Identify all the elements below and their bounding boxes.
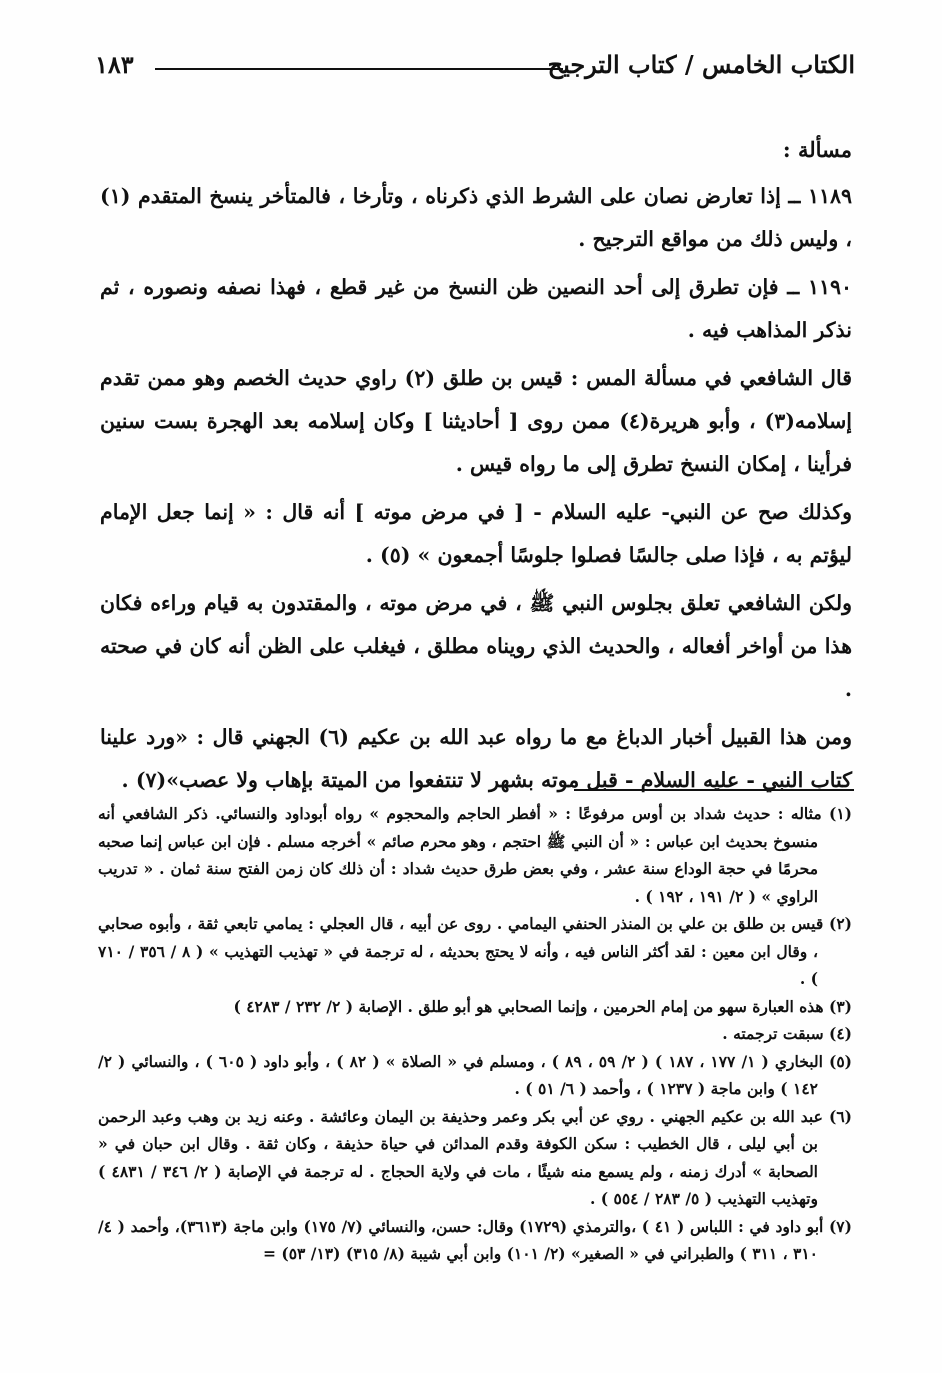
- paragraph-dibagh: ومن هذا القبيل أخبار الدباغ مع ما رواه عبد الله بن عكيم (٦) الجهني قال : «ورد علينا كتاب النبي - عليه السلام - قبل موته بشهر لا تنتفعوا من الميتة بإهاب ولا عصب»(٧) .: [100, 725, 852, 792]
- paragraph-shafii-sitting: ولكن الشافعي تعلق بجلوس النبي ﷺ ، في مرض موته ، والمقتدون به قيام وراءه فكان هذا من أواخر أفعاله ، والحديث الذي رويناه مطلق ، فيغلب على الظن أنه كان في صحته .: [100, 591, 852, 701]
- footnote-6: (٦) عبد الله بن عكيم الجهني . روي عن أبي بكر وعمر وحذيفة بن اليمان وعائشة . وعنه زيد بن وهب وعبد الرحمن بن أبي ليلى ، قال الخطيب : سكن الكوفة وقدم المدائن في حياة حذيفة ، وكان ثقة . وقال ابن حبان في « الصحابة » أدرك زمنه ، ولم يسمع منه شيئًا ، مات في ولاية الحجاج . له ترجمة في الإصابة ( ٢/ ٣٤٦ / ٤٨٣١ ) وتهذيب التهذيب ( ٥/ ٢٨٣ / ٥٥٤ ) .: [98, 1106, 852, 1208]
- section-heading: مسألة :: [782, 137, 852, 162]
- paragraph-1190: ١١٩٠ ــ فإن تطرق إلى أحد النصين ظن النسخ من غير قطع ، فهذا نصفه ونصوره ، ثم نذكر المذاهب فيه .: [100, 275, 852, 342]
- paragraph-1189: ١١٨٩ ــ إذا تعارض نصان على الشرط الذي ذكرناه ، وتأرخا ، فالمتأخر ينسخ المتقدم (١) ، وليس ذلك من مواقع الترجيح .: [100, 184, 852, 251]
- footnote-2: (٢) قيس بن طلق بن علي بن المنذر الحنفي اليمامي . روى عن أبيه ، قال العجلي : يمامي تابعي ثقة ، وأبوه صحابي ، وقال ابن معين : لقد أكثر الناس فيه ، وأنه لا يحتج بحديثه ، له ترجمة في « تهذيب التهذيب » ( ٨ / ٣٥٦ / ٧١٠ ) .: [98, 914, 852, 988]
- footnotes: [98, 800, 852, 1268]
- header-title: الكتاب الخامس / كتاب الترجيح: [547, 50, 855, 79]
- footnote-7: (٧) أبو داود في : اللباس ( ٤١ ) ،والترمذي (١٧٢٩) وقال: حسن، والنسائي (٧/ ١٧٥) وابن ماجة (٣٦١٣)، وأحمد ( ٤/ ٣١٠ ، ٣١١ ) والطبراني في « الصغير» (٢/ ١٠١) وابن أبي شيبة (٨/ ٣١٥) (١٣/ ٥٣) =: [98, 1216, 852, 1263]
- running-header: [95, 50, 855, 90]
- paragraph-imam-hadith: وكذلك صح عن النبي- عليه السلام - [ في مرض موته ] أنه قال : « إنما جعل الإمام ليؤتم به ، فإذا صلى جالسًا فصلوا جلوسًا أجمعون » (٥) .: [100, 500, 852, 567]
- footnote-5: (٥) البخاري ( ١/ ١٧٧ ، ١٨٧ ) ( ٢/ ٥٩ ، ٨٩ ) ، ومسلم في « الصلاة » ( ٨٢ ) ، وأبو داود ( ٦٠٥ ) ، والنسائي ( ٢/ ١٤٢ ) وابن ماجة ( ١٢٣٧ ) ، وأحمد ( ٦/ ٥١ ) .: [98, 1051, 852, 1098]
- footnote-separator: [574, 789, 854, 791]
- footnote-3: (٣) هذه العبارة سهو من إمام الحرمين ، وإنما الصحابي هو أبو طلق . الإصابة ( ٢/ ٢٣٢ / ٤٢٨٣ ): [233, 996, 852, 1016]
- header-rule: [155, 68, 563, 70]
- paragraph-shafii-mass: قال الشافعي في مسألة المس : قيس بن طلق (٢) راوي حديث الخصم وهو ممن تقدم إسلامه(٣) ، وأبو هريرة(٤) ممن روى [ أحاديثنا ] وكان إسلامه بعد الهجرة بست سنين فرأينا ، إمكان النسخ تطرق إلى ما رواه قيس .: [100, 366, 852, 476]
- footnote-4: (٤) سبقت ترجمته .: [722, 1024, 852, 1043]
- page-number: ١٨٣: [95, 50, 134, 79]
- footnote-1: (١) مثاله : حديث شداد بن أوس مرفوعًا : « أفطر الحاجم والمحجوم » رواه أبوداود والنسائي. ذكر الشافعي أنه منسوخ بحديث ابن عباس : « أن النبي ﷺ احتجم ، وهو محرم صائم » أخرجه مسلم . فإن ابن عباس إنما صحبه محرمًا في حجة الوداع سنة عشر ، وفي بعض طرق حديث شداد : أن ذلك كان زمن الفتح سنة ثمان . « تدريب الراوي » ( ٢/ ١٩١ ، ١٩٢ ) .: [98, 804, 852, 906]
- main-text: [100, 128, 852, 807]
